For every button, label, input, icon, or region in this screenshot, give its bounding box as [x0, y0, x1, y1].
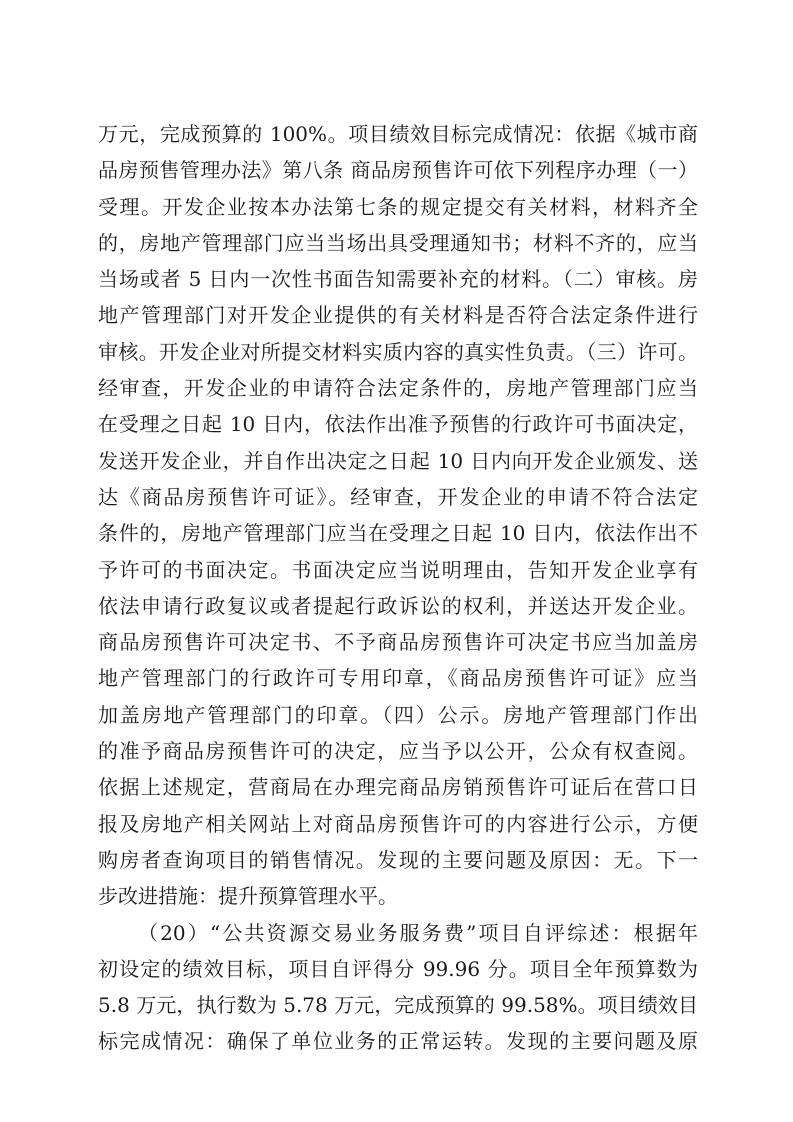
paragraph-end-line: 步改进措施：提升预算管理水平。	[98, 884, 398, 909]
text-line: 受理。开发企业按本办法第七条的规定提交有关材料，材料齐全	[98, 194, 698, 219]
text-line: 商品房预售许可决定书、不予商品房预售许可决定书应当加盖房	[98, 630, 698, 655]
text-line: 万元，完成预算的 100%。项目绩效目标完成情况：依据《城市商	[98, 122, 698, 146]
text-line: 经审查，开发企业的申请符合法定条件的，房地产管理部门应当	[98, 376, 698, 401]
text-line: 依据上述规定，营商局在办理完商品房销预售许可证后在营口日	[98, 775, 698, 800]
text-line: 予许可的书面决定。书面决定应当说明理由，告知开发企业享有	[98, 557, 698, 582]
text-line: 地产管理部门对开发企业提供的有关材料是否符合法定条件进行	[98, 303, 698, 328]
text-line: 5.8 万元，执行数为 5.78 万元，完成预算的 99.58%。项目绩效目	[98, 993, 698, 1018]
text-line: 购房者查询项目的销售情况。发现的主要问题及原因：无。下一	[98, 847, 698, 872]
text-line: 地产管理部门的行政许可专用印章，《商品房预售许可证》应当	[98, 666, 698, 691]
document-body	[98, 116, 698, 1060]
paragraph-start-line: （20）“公共资源交易业务服务费”项目自评综述：根据年	[138, 920, 698, 945]
text-line: 依法申请行政复议或者提起行政诉讼的权利，并送达开发企业。	[98, 593, 698, 618]
text-line: 达《商品房预售许可证》。经审查，开发企业的申请不符合法定	[98, 484, 698, 509]
text-line: 报及房地产相关网站上对商品房预售许可的内容进行公示，方便	[98, 811, 698, 836]
text-line: 品房预售管理办法》第八条 商品房预售许可依下列程序办理（一）	[98, 158, 698, 183]
text-line: 发送开发企业，并自作出决定之日起 10 日内向开发企业颁发、送	[98, 448, 698, 473]
text-line: 的，房地产管理部门应当当场出具受理通知书；材料不齐的，应当	[98, 230, 698, 255]
text-line: 加盖房地产管理部门的印章。（四）公示。房地产管理部门作出	[98, 702, 698, 727]
text-line: 标完成情况：确保了单位业务的正常运转。发现的主要问题及原	[98, 1029, 698, 1054]
text-line: 当场或者 5 日内一次性书面告知需要补充的材料。（二）审核。房	[98, 267, 698, 292]
text-line: 的准予商品房预售许可的决定，应当予以公开，公众有权查阅。	[98, 739, 698, 764]
text-line: 初设定的绩效目标，项目自评得分 99.96 分。项目全年预算数为	[98, 956, 698, 981]
text-line: 条件的，房地产管理部门应当在受理之日起 10 日内，依法作出不	[98, 521, 698, 546]
text-line: 审核。开发企业对所提交材料实质内容的真实性负责。（三）许可。	[98, 339, 698, 364]
text-line: 在受理之日起 10 日内，依法作出准予预售的行政许可书面决定，	[98, 412, 698, 437]
